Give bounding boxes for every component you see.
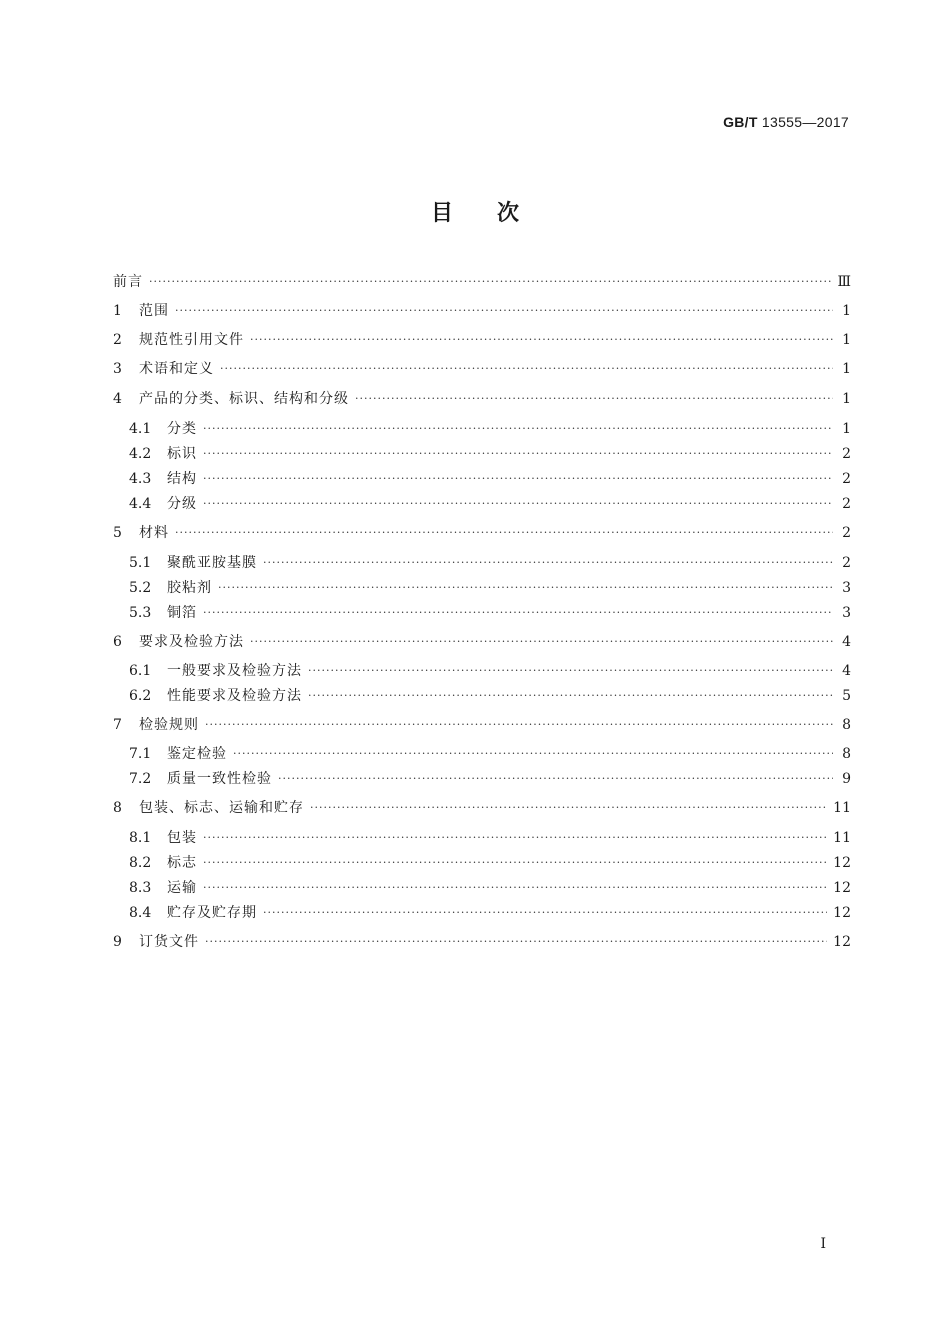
toc-dot-leader [203, 601, 833, 625]
toc-entry-page: 1 [842, 303, 851, 319]
toc-entry-page: 4 [842, 634, 851, 650]
toc-entry-page: 8 [842, 746, 851, 762]
toc-entry-label: 贮存及贮存期 [167, 905, 257, 921]
toc-dot-leader [175, 299, 833, 323]
toc-entry-number: 4 [113, 391, 122, 407]
toc-entry-page: 2 [842, 471, 851, 487]
toc-entry-page: Ⅲ [837, 274, 851, 290]
toc-entry-number: 5.1 [129, 555, 152, 571]
toc-dot-leader [250, 328, 833, 352]
toc-entry[interactable] [113, 930, 851, 954]
toc-entry-number: 7.2 [129, 771, 152, 787]
toc-dot-leader [263, 551, 833, 575]
toc-entry-page: 5 [842, 688, 851, 704]
toc-dot-leader [203, 492, 833, 516]
toc-entry[interactable] [113, 299, 851, 323]
toc-entry-number: 5 [113, 525, 122, 541]
toc-dot-leader [278, 767, 833, 791]
toc-entry-number: 4.2 [129, 446, 152, 462]
toc-dot-leader [233, 742, 833, 766]
toc-dot-leader [220, 357, 833, 381]
toc-dot-leader [205, 713, 833, 737]
toc-entry[interactable] [113, 521, 851, 545]
toc-entry-page: 8 [842, 717, 851, 733]
toc-entry-number: 3 [113, 361, 122, 377]
toc-entry-number: 8.3 [129, 880, 152, 896]
toc-entry-page: 3 [842, 605, 851, 621]
toc-entry-label: 包装 [167, 830, 197, 846]
toc-entry-number: 8.2 [129, 855, 152, 871]
toc-entry[interactable] [113, 270, 851, 294]
toc-entry-number: 4.4 [129, 496, 152, 512]
toc-entry-page: 1 [842, 391, 851, 407]
toc-dot-leader [203, 417, 833, 441]
toc-entry[interactable] [129, 876, 851, 900]
toc-entry-label: 分类 [167, 421, 197, 437]
toc-entry-label: 规范性引用文件 [139, 332, 244, 348]
toc-entry-label: 质量一致性检验 [167, 771, 272, 787]
toc-entry-number: 6.1 [129, 663, 152, 679]
toc-entry-page: 3 [842, 580, 851, 596]
toc-entry-number: 5.3 [129, 605, 152, 621]
toc-entry[interactable] [129, 826, 851, 850]
toc-entry-page: 11 [833, 830, 851, 846]
toc-entry-label: 标志 [167, 855, 197, 871]
toc-entry-label: 鉴定检验 [167, 746, 227, 762]
toc-entry-page: 12 [833, 905, 851, 921]
toc-entry[interactable] [129, 659, 851, 683]
toc-entry[interactable] [113, 713, 851, 737]
toc-entry[interactable] [113, 387, 851, 411]
toc-entry-label: 产品的分类、标识、结构和分级 [139, 391, 349, 407]
toc-entry[interactable] [129, 417, 851, 441]
toc-entry[interactable] [129, 742, 851, 766]
toc-entry-label: 铜箔 [167, 605, 197, 621]
toc-entry-label: 分级 [167, 496, 197, 512]
toc-entry-label: 包装、标志、运输和贮存 [139, 800, 304, 816]
toc-entry-label: 运输 [167, 880, 197, 896]
toc-dot-leader [218, 576, 833, 600]
toc-entry-label: 前言 [113, 274, 143, 290]
toc-entry[interactable] [113, 328, 851, 352]
toc-entry-number: 9 [113, 934, 122, 950]
toc-entry[interactable] [129, 576, 851, 600]
standard-code [723, 114, 849, 130]
toc-dot-leader [308, 659, 833, 683]
footer-page-number: I [820, 1236, 826, 1252]
toc-entry[interactable] [129, 492, 851, 516]
toc-entry-number: 1 [113, 303, 122, 319]
toc-entry-page: 2 [842, 555, 851, 571]
toc-entry-number: 6.2 [129, 688, 152, 704]
toc-dot-leader [203, 826, 827, 850]
toc-entry[interactable] [113, 630, 851, 654]
toc-entry[interactable] [129, 851, 851, 875]
toc-entry[interactable] [129, 467, 851, 491]
toc-entry-number: 4.1 [129, 421, 152, 437]
toc-entry-page: 2 [842, 525, 851, 541]
toc-entry-page: 1 [842, 421, 851, 437]
toc-entry-label: 范围 [139, 303, 169, 319]
toc-dot-leader [203, 876, 827, 900]
standard-number: 13555—2017 [761, 114, 849, 130]
toc-entry-label: 性能要求及检验方法 [167, 688, 302, 704]
toc-entry-label: 检验规则 [139, 717, 199, 733]
toc-entry-page: 2 [842, 446, 851, 462]
toc-entry-number: 8 [113, 800, 122, 816]
toc-entry-label: 一般要求及检验方法 [167, 663, 302, 679]
toc-entry-number: 7.1 [129, 746, 152, 762]
toc-entry-label: 胶粘剂 [167, 580, 212, 596]
toc-dot-leader [205, 930, 827, 954]
standard-prefix: GB/T [723, 114, 758, 130]
toc-entry[interactable] [129, 551, 851, 575]
page-title: 目次 [430, 201, 563, 226]
toc-dot-leader [203, 442, 833, 466]
toc-dot-leader [308, 684, 833, 708]
toc-entry-label: 材料 [139, 525, 169, 541]
toc-entry[interactable] [129, 767, 851, 791]
toc-dot-leader [250, 630, 833, 654]
toc-entry-page: 9 [842, 771, 851, 787]
toc-entry-number: 7 [113, 717, 122, 733]
toc-entry[interactable] [113, 357, 851, 381]
toc-entry-page: 12 [833, 880, 851, 896]
toc-entry-number: 8.4 [129, 905, 152, 921]
toc-entry-page: 1 [842, 361, 851, 377]
toc-entry-page: 4 [842, 663, 851, 679]
toc-entry-label: 订货文件 [139, 934, 199, 950]
toc-dot-leader [310, 796, 827, 820]
toc-dot-leader [203, 467, 833, 491]
toc-entry-page: 12 [833, 934, 851, 950]
toc-entry[interactable] [129, 901, 851, 925]
toc-entry-page: 12 [833, 855, 851, 871]
toc-entry-number: 4.3 [129, 471, 152, 487]
toc-entry[interactable] [129, 442, 851, 466]
toc-dot-leader [149, 270, 831, 294]
toc-entry-number: 8.1 [129, 830, 152, 846]
toc-dot-leader [355, 387, 833, 411]
toc-dot-leader [263, 901, 827, 925]
toc-entry-page: 11 [833, 800, 851, 816]
toc-entry-number: 6 [113, 634, 122, 650]
toc-dot-leader [175, 521, 833, 545]
toc-dot-leader [203, 851, 827, 875]
toc-entry[interactable] [113, 796, 851, 820]
toc-entry-label: 结构 [167, 471, 197, 487]
toc-entry-page: 2 [842, 496, 851, 512]
toc-entry-number: 5.2 [129, 580, 152, 596]
toc-entry[interactable] [129, 601, 851, 625]
toc-entry[interactable] [129, 684, 851, 708]
toc-entry-label: 聚酰亚胺基膜 [167, 555, 257, 571]
toc-entry-label: 术语和定义 [139, 361, 214, 377]
toc-entry-label: 标识 [167, 446, 197, 462]
toc-entry-page: 1 [842, 332, 851, 348]
toc-entry-label: 要求及检验方法 [139, 634, 244, 650]
toc-entry-number: 2 [113, 332, 122, 348]
